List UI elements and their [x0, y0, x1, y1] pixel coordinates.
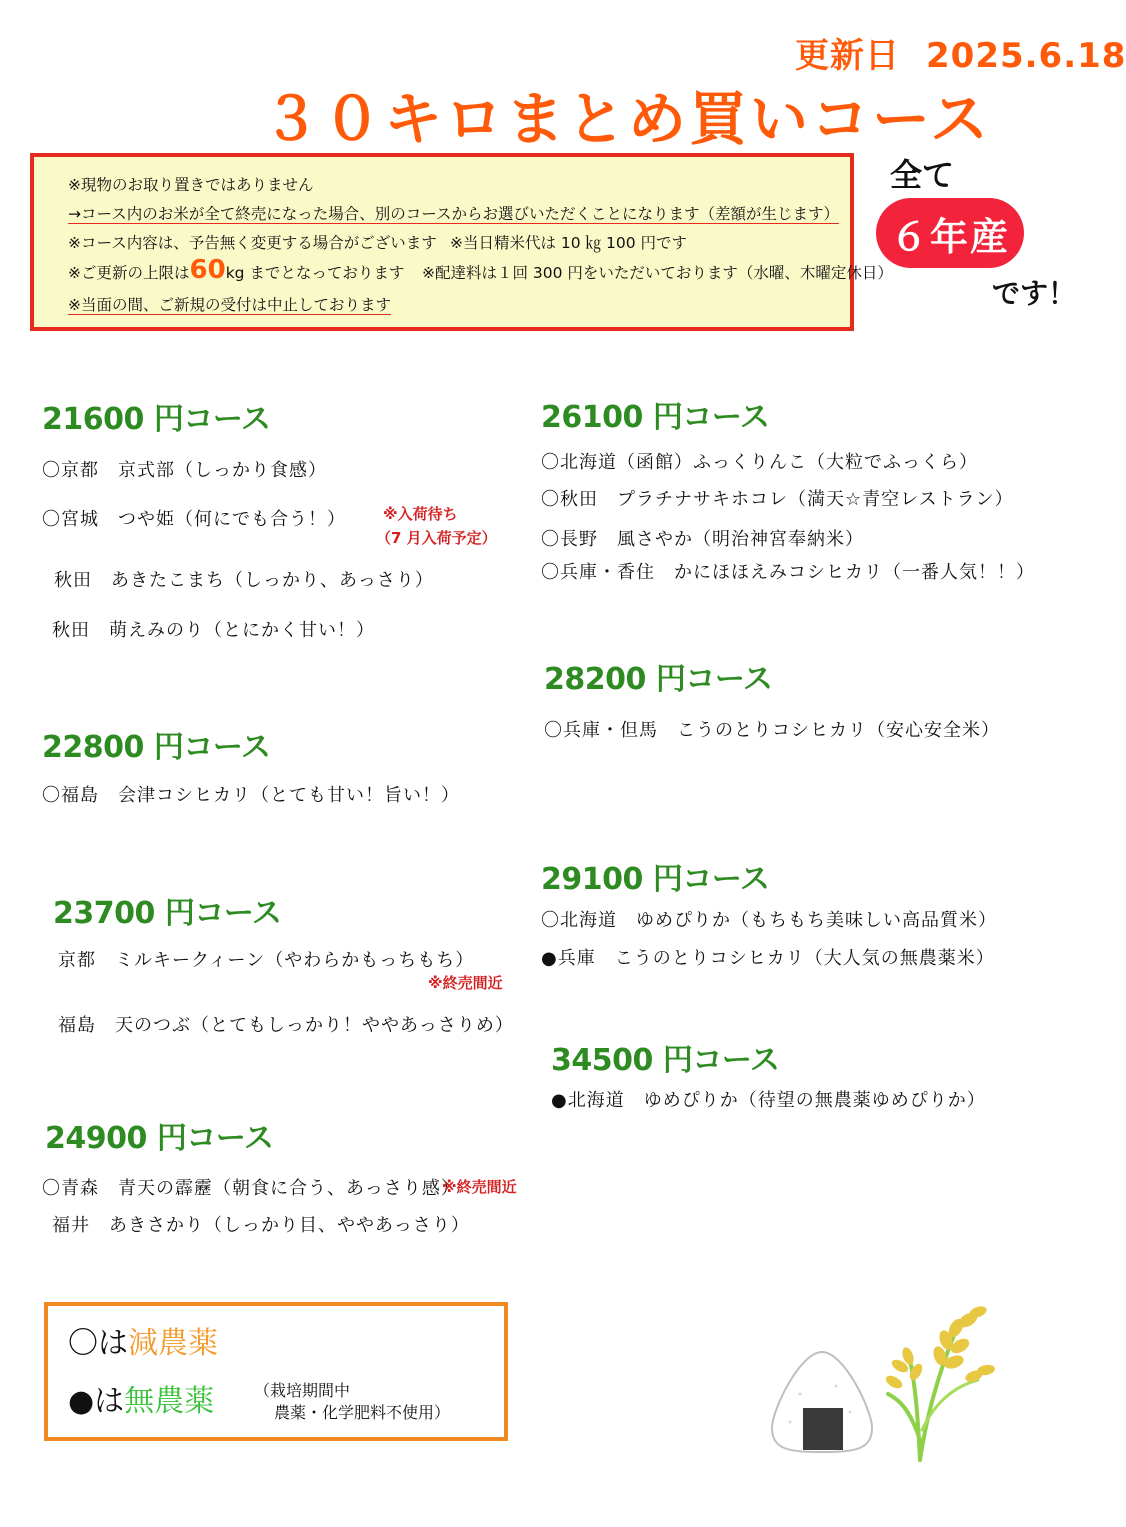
- course-title-24900: 24900 円コース: [45, 1121, 274, 1156]
- status-badge: ※入荷待ち: [383, 505, 458, 523]
- legend-note-1: （栽培期間中: [254, 1381, 351, 1400]
- course-title-29100: 29100 円コース: [541, 862, 770, 897]
- legend-box: [44, 1302, 508, 1441]
- course-item: 福島 天のつぶ（とてもしっかり！ややあっさりめ）: [58, 1015, 514, 1036]
- rice-plant-icon: [884, 1304, 996, 1460]
- year-badge: ６年産: [876, 198, 1024, 268]
- badge-top-text: 全て: [890, 156, 955, 194]
- course-item: 〇京都 京式部（しっかり食感）: [42, 460, 327, 481]
- course-item: 福井 あきさかり（しっかり目、ややあっさり）: [52, 1215, 470, 1236]
- course-item: 〇北海道 ゆめぴりか（もちもち美味しい高品質米）: [541, 910, 997, 931]
- course-title-26100: 26100 円コース: [541, 400, 770, 435]
- course-title-23700: 23700 円コース: [53, 896, 282, 931]
- notice-limit-number: 60: [189, 255, 226, 285]
- legend-open-mark: 〇は: [68, 1326, 128, 1361]
- course-title-21600: 21600 円コース: [42, 402, 271, 437]
- course-title-22800: 22800 円コース: [42, 730, 271, 765]
- notice-line-2: →コース内のお米が全て終売になった場合、別のコースからお選びいただくことになります（差額が生じます）: [68, 205, 839, 223]
- notice-line-4-pre: ※ご更新の上限は: [68, 264, 190, 282]
- course-item: 〇福島 会津コシヒカリ（とても甘い！旨い！）: [42, 785, 460, 806]
- course-item: 〇秋田 プラチナサキホコレ（満天☆青空レストラン）: [541, 489, 1014, 510]
- legend-note-2: 農薬・化学肥料不使用）: [274, 1403, 451, 1422]
- notice-box: [30, 153, 893, 331]
- course-item: 秋田 萌えみのり（とにかく甘い！）: [52, 620, 375, 641]
- legend-filled-label: 無農薬: [124, 1384, 215, 1419]
- status-badge: ※終売間近: [428, 974, 503, 992]
- notice-line-4: [68, 255, 404, 285]
- update-label: 更新日: [795, 36, 900, 76]
- notice-line-1: ※現物のお取り置きではありません: [68, 176, 314, 194]
- course-item: 秋田 あきたこまち（しっかり、あっさり）: [54, 570, 434, 591]
- rice-illustration: [760, 1290, 1020, 1470]
- page-title: ３０キロまとめ買いコース: [262, 85, 992, 153]
- legend-row-reduced: [68, 1318, 218, 1362]
- notice-line-4-post: kg までとなっております: [225, 264, 405, 282]
- badge-bottom-text: です！: [992, 277, 1077, 310]
- course-item: 〇北海道（函館）ふっくりんこ（大粒でふっくら）: [541, 452, 978, 473]
- status-badge: （7 月入荷予定）: [376, 529, 497, 547]
- course-item: ●兵庫 こうのとりコシヒカリ（大人気の無農薬米）: [541, 948, 995, 969]
- notice-line-5: ※当面の間、ご新規の受付は中止しております: [68, 296, 391, 314]
- update-value: 2025.6.18: [926, 36, 1126, 76]
- notice-line-3b: ※当日精米代は 10 ㎏ 100 円です: [450, 234, 688, 252]
- course-title-34500: 34500 円コース: [551, 1043, 780, 1078]
- course-item: 〇兵庫・香住 かにほほえみコシヒカリ（一番人気！！）: [541, 562, 1035, 583]
- course-item: 〇宮城 つや姫（何にでも合う！）: [42, 509, 346, 530]
- course-item: ●北海道 ゆめぴりか（待望の無農薬ゆめぴりか）: [551, 1090, 986, 1111]
- status-badge: ※終売間近: [442, 1178, 517, 1196]
- notice-line-4b: ※配達料は１回 300 円をいただいております（水曜、木曜定休日）: [422, 264, 893, 282]
- course-item: 京都 ミルキークィーン（やわらかもっちもち）: [58, 950, 475, 971]
- update-date: [795, 28, 1126, 77]
- course-item: 〇青森 青天の霹靂（朝食に合う、あっさり感）: [42, 1178, 460, 1199]
- legend-row-none: [68, 1376, 214, 1420]
- legend-open-label: 減農薬: [128, 1326, 218, 1361]
- onigiri-icon: [772, 1352, 872, 1452]
- course-title-28200: 28200 円コース: [544, 662, 773, 697]
- course-item: 〇兵庫・但馬 こうのとりコシヒカリ（安心安全米）: [544, 720, 1000, 741]
- course-item: 〇長野 風さやか（明治神宮奉納米）: [541, 529, 864, 550]
- legend-filled-mark: ●は: [68, 1384, 125, 1419]
- notice-line-3: ※コース内容は、予告無く変更する場合がございます: [68, 234, 437, 252]
